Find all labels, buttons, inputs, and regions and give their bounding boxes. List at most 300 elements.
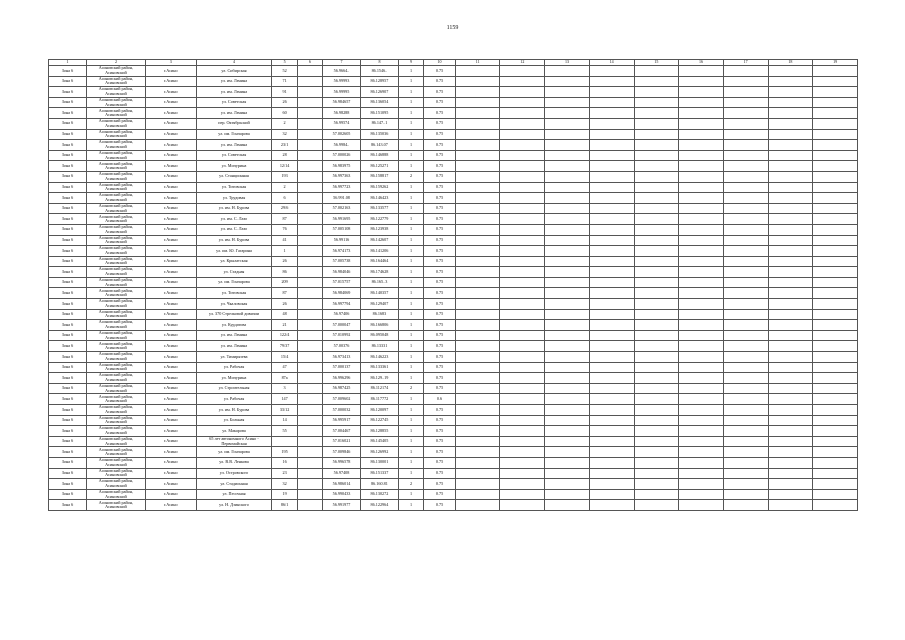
empty-cell: [679, 373, 724, 384]
empty-cell: [500, 299, 545, 310]
count-cell: 1: [398, 161, 423, 172]
latitude-cell: 57.009602: [323, 394, 361, 405]
table-row: [49, 415, 858, 426]
empty-cell: [723, 76, 768, 87]
empty-cell: [634, 288, 679, 299]
empty-cell: [589, 224, 634, 235]
empty-cell: [813, 394, 858, 405]
district-cell: Асиновский район, Асиновский: [86, 394, 145, 405]
count-cell: 1: [398, 415, 423, 426]
table-row: [49, 87, 858, 98]
column-number: 9: [398, 60, 423, 66]
latitude-cell: 57.000026: [323, 150, 361, 161]
longitude-cell: 86.122964: [360, 500, 398, 511]
street-cell: ул. им. Н. Бурова: [196, 203, 272, 214]
longitude-cell: 86.133361: [360, 362, 398, 373]
count-cell: 2: [398, 383, 423, 394]
empty-cell: [455, 330, 500, 341]
latitude-cell: 56.991.08: [323, 193, 361, 204]
empty-cell: [297, 182, 322, 193]
zone-cell: Зона 6: [49, 267, 87, 278]
latitude-cell: 56.98288: [323, 108, 361, 119]
empty-cell: [545, 394, 590, 405]
empty-cell: [297, 330, 322, 341]
empty-cell: [679, 352, 724, 363]
empty-cell: [679, 309, 724, 320]
empty-cell: [813, 108, 858, 119]
empty-cell: [545, 373, 590, 384]
city-cell: г.Асино: [145, 108, 196, 119]
empty-cell: [589, 76, 634, 87]
empty-cell: [768, 500, 813, 511]
empty-cell: [589, 214, 634, 225]
house-cell: 195: [272, 447, 297, 458]
empty-cell: [545, 87, 590, 98]
empty-cell: [297, 87, 322, 98]
volume-cell: 0.75: [424, 362, 456, 373]
empty-cell: [589, 341, 634, 352]
empty-cell: [589, 150, 634, 161]
empty-cell: [768, 436, 813, 447]
empty-cell: [813, 341, 858, 352]
empty-cell: [545, 235, 590, 246]
empty-cell: [634, 352, 679, 363]
empty-cell: [500, 341, 545, 352]
city-cell: г.Асино: [145, 405, 196, 416]
empty-cell: [297, 299, 322, 310]
empty-cell: [297, 479, 322, 490]
empty-cell: [813, 203, 858, 214]
city-cell: г.Асино: [145, 267, 196, 278]
empty-cell: [679, 256, 724, 267]
table-row: [49, 267, 858, 278]
district-cell: Асиновский район, Асиновский: [86, 161, 145, 172]
longitude-cell: 86.147..1: [360, 118, 398, 129]
empty-cell: [679, 457, 724, 468]
count-cell: 1: [398, 108, 423, 119]
count-cell: 1: [398, 320, 423, 331]
longitude-cell: 86.130001: [360, 457, 398, 468]
volume-cell: 0.75: [424, 140, 456, 151]
empty-cell: [500, 193, 545, 204]
empty-cell: [634, 182, 679, 193]
empty-cell: [768, 87, 813, 98]
empty-cell: [768, 161, 813, 172]
house-cell: 193: [272, 171, 297, 182]
empty-cell: [589, 299, 634, 310]
empty-cell: [500, 383, 545, 394]
volume-cell: 0.75: [424, 150, 456, 161]
empty-cell: [455, 182, 500, 193]
latitude-cell: 56.997723: [323, 182, 361, 193]
empty-cell: [768, 299, 813, 310]
table-row: [49, 277, 858, 288]
longitude-cell: 86.129..19: [360, 373, 398, 384]
latitude-cell: 56.986014: [323, 479, 361, 490]
count-cell: 1: [398, 468, 423, 479]
empty-cell: [500, 415, 545, 426]
empty-cell: [679, 214, 724, 225]
street-cell: ул. Мичурина: [196, 161, 272, 172]
empty-cell: [813, 362, 858, 373]
empty-cell: [723, 383, 768, 394]
empty-cell: [768, 394, 813, 405]
empty-cell: [768, 66, 813, 77]
street-cell: ул. Рабочая: [196, 362, 272, 373]
empty-cell: [455, 235, 500, 246]
district-cell: Асиновский район, Асиновский: [86, 309, 145, 320]
house-cell: 12/14: [272, 161, 297, 172]
house-cell: 29/6: [272, 203, 297, 214]
empty-cell: [813, 426, 858, 437]
empty-cell: [813, 76, 858, 87]
street-cell: ул. Островского: [196, 468, 272, 479]
table-row: [49, 235, 858, 246]
column-number: 17: [723, 60, 768, 66]
empty-cell: [813, 277, 858, 288]
city-cell: г.Асино: [145, 161, 196, 172]
empty-cell: [455, 108, 500, 119]
longitude-cell: 86.128855: [360, 426, 398, 437]
empty-cell: [813, 235, 858, 246]
empty-cell: [455, 457, 500, 468]
empty-cell: [813, 214, 858, 225]
count-cell: 1: [398, 267, 423, 278]
empty-cell: [723, 214, 768, 225]
empty-cell: [297, 489, 322, 500]
street-cell: 65 лет автономного Асино - Первомайская: [196, 436, 272, 447]
table-row: [49, 373, 858, 384]
empty-cell: [545, 150, 590, 161]
volume-cell: 0.75: [424, 479, 456, 490]
empty-cell: [589, 193, 634, 204]
empty-cell: [545, 426, 590, 437]
longitude-cell: 86.122745: [360, 415, 398, 426]
empty-cell: [768, 182, 813, 193]
volume-cell: 0.75: [424, 373, 456, 384]
empty-cell: [297, 256, 322, 267]
volume-cell: 0.75: [424, 161, 456, 172]
column-number: 16: [679, 60, 724, 66]
empty-cell: [723, 299, 768, 310]
empty-cell: [545, 182, 590, 193]
empty-cell: [768, 150, 813, 161]
empty-cell: [589, 320, 634, 331]
empty-cell: [500, 66, 545, 77]
empty-cell: [813, 193, 858, 204]
empty-cell: [500, 362, 545, 373]
empty-cell: [634, 309, 679, 320]
empty-cell: [723, 457, 768, 468]
empty-cell: [500, 246, 545, 257]
empty-cell: [500, 394, 545, 405]
empty-cell: [768, 288, 813, 299]
empty-cell: [813, 383, 858, 394]
empty-cell: [455, 447, 500, 458]
empty-cell: [768, 341, 813, 352]
empty-cell: [297, 140, 322, 151]
empty-cell: [297, 405, 322, 416]
empty-cell: [634, 129, 679, 140]
empty-cell: [634, 383, 679, 394]
district-cell: Асиновский район, Асиновский: [86, 330, 145, 341]
empty-cell: [723, 330, 768, 341]
volume-cell: 0.75: [424, 299, 456, 310]
street-cell: ул. Станционная: [196, 171, 272, 182]
zone-cell: Зона 6: [49, 140, 87, 151]
empty-cell: [500, 97, 545, 108]
empty-cell: [455, 97, 500, 108]
empty-cell: [455, 341, 500, 352]
district-cell: Асиновский район, Асиновский: [86, 256, 145, 267]
empty-cell: [500, 118, 545, 129]
empty-cell: [545, 320, 590, 331]
longitude-cell: 86.1683: [360, 309, 398, 320]
empty-cell: [545, 140, 590, 151]
empty-cell: [545, 256, 590, 267]
district-cell: Асиновский район, Асиновский: [86, 468, 145, 479]
street-cell: ул. им. С. Лазо: [196, 214, 272, 225]
zone-cell: Зона 6: [49, 405, 87, 416]
count-cell: 1: [398, 277, 423, 288]
latitude-cell: 56.984069: [323, 288, 361, 299]
volume-cell: 0.75: [424, 171, 456, 182]
empty-cell: [679, 405, 724, 416]
empty-cell: [500, 468, 545, 479]
longitude-cell: 86.143.07: [360, 140, 398, 151]
empty-cell: [545, 118, 590, 129]
empty-cell: [500, 436, 545, 447]
empty-cell: [297, 161, 322, 172]
empty-cell: [589, 87, 634, 98]
house-cell: 6: [272, 193, 297, 204]
empty-cell: [589, 140, 634, 151]
latitude-cell: 56.997794: [323, 299, 361, 310]
city-cell: г.Асино: [145, 235, 196, 246]
zone-cell: Зона 6: [49, 489, 87, 500]
empty-cell: [679, 203, 724, 214]
city-cell: г.Асино: [145, 373, 196, 384]
empty-cell: [589, 415, 634, 426]
empty-cell: [679, 479, 724, 490]
latitude-cell: 57.005108: [323, 224, 361, 235]
house-cell: 26: [272, 97, 297, 108]
empty-cell: [723, 97, 768, 108]
longitude-cell: 86.1546..: [360, 66, 398, 77]
latitude-cell: 56.991977: [323, 500, 361, 511]
empty-cell: [768, 256, 813, 267]
empty-cell: [634, 500, 679, 511]
count-cell: 1: [398, 426, 423, 437]
longitude-cell: 86.141206: [360, 246, 398, 257]
empty-cell: [679, 193, 724, 204]
house-cell: 86/1: [272, 500, 297, 511]
empty-cell: [589, 405, 634, 416]
empty-cell: [297, 415, 322, 426]
empty-cell: [500, 76, 545, 87]
zone-cell: Зона 6: [49, 479, 87, 490]
empty-cell: [768, 330, 813, 341]
city-cell: г.Асино: [145, 457, 196, 468]
table-row: [49, 140, 858, 151]
empty-cell: [545, 447, 590, 458]
empty-cell: [455, 267, 500, 278]
city-cell: г.Асино: [145, 309, 196, 320]
empty-cell: [768, 320, 813, 331]
table-row: [49, 405, 858, 416]
city-cell: г.Асино: [145, 352, 196, 363]
empty-cell: [500, 161, 545, 172]
empty-cell: [813, 447, 858, 458]
empty-cell: [545, 299, 590, 310]
volume-cell: 0.75: [424, 415, 456, 426]
empty-cell: [813, 66, 858, 77]
volume-cell: 0.75: [424, 489, 456, 500]
street-cell: пер. Октябрьский: [196, 118, 272, 129]
column-number: 15: [634, 60, 679, 66]
district-cell: Асиновский район, Асиновский: [86, 479, 145, 490]
volume-cell: 0.75: [424, 320, 456, 331]
empty-cell: [634, 161, 679, 172]
empty-cell: [679, 362, 724, 373]
house-cell: 26: [272, 256, 297, 267]
empty-cell: [589, 118, 634, 129]
longitude-cell: 86.146888: [360, 150, 398, 161]
empty-cell: [500, 140, 545, 151]
latitude-cell: 56.9984..: [323, 140, 361, 151]
street-cell: ул. им. Ленина: [196, 87, 272, 98]
count-cell: 1: [398, 489, 423, 500]
street-cell: ул. Н. Дзинского: [196, 500, 272, 511]
empty-cell: [500, 214, 545, 225]
longitude-cell: 86.146223: [360, 352, 398, 363]
house-cell: 122/4: [272, 330, 297, 341]
empty-cell: [297, 383, 322, 394]
empty-cell: [500, 426, 545, 437]
street-cell: ул. им. Н. Бурова: [196, 235, 272, 246]
district-cell: Асиновский район, Асиновский: [86, 320, 145, 331]
count-cell: 1: [398, 182, 423, 193]
table-row: [49, 436, 858, 447]
latitude-cell: 56.995917: [323, 415, 361, 426]
empty-cell: [768, 489, 813, 500]
empty-cell: [297, 362, 322, 373]
table-row: [49, 97, 858, 108]
count-cell: 1: [398, 309, 423, 320]
district-cell: Асиновский район, Асиновский: [86, 118, 145, 129]
volume-cell: 0.75: [424, 66, 456, 77]
longitude-cell: 86.128957: [360, 76, 398, 87]
longitude-cell: 86.160.81: [360, 479, 398, 490]
empty-cell: [768, 224, 813, 235]
zone-cell: Зона 6: [49, 87, 87, 98]
city-cell: г.Асино: [145, 394, 196, 405]
zone-cell: Зона 6: [49, 171, 87, 182]
empty-cell: [297, 373, 322, 384]
empty-cell: [768, 447, 813, 458]
empty-cell: [723, 436, 768, 447]
empty-cell: [500, 373, 545, 384]
empty-cell: [768, 426, 813, 437]
empty-cell: [297, 118, 322, 129]
latitude-cell: 56.9664..: [323, 66, 361, 77]
empty-cell: [679, 161, 724, 172]
longitude-cell: 86.117772: [360, 394, 398, 405]
city-cell: г.Асино: [145, 330, 196, 341]
empty-cell: [545, 97, 590, 108]
empty-cell: [545, 468, 590, 479]
empty-cell: [768, 457, 813, 468]
zone-cell: Зона 6: [49, 288, 87, 299]
empty-cell: [723, 489, 768, 500]
count-cell: 1: [398, 203, 423, 214]
empty-cell: [634, 66, 679, 77]
longitude-cell: 86.123938: [360, 224, 398, 235]
house-cell: 87а: [272, 373, 297, 384]
volume-cell: 0.75: [424, 447, 456, 458]
empty-cell: [768, 97, 813, 108]
latitude-cell: 57.010992: [323, 330, 361, 341]
empty-cell: [723, 182, 768, 193]
house-cell: 55: [272, 426, 297, 437]
volume-cell: 0.75: [424, 309, 456, 320]
city-cell: г.Асино: [145, 246, 196, 257]
empty-cell: [813, 161, 858, 172]
column-number: 10: [424, 60, 456, 66]
district-cell: Асиновский район, Асиновский: [86, 352, 145, 363]
zone-cell: Зона 6: [49, 66, 87, 77]
latitude-cell: 57.005738: [323, 256, 361, 267]
empty-cell: [679, 415, 724, 426]
house-cell: [272, 436, 297, 447]
empty-cell: [813, 246, 858, 257]
latitude-cell: 56.984046: [323, 267, 361, 278]
table-row: [49, 171, 858, 182]
empty-cell: [768, 203, 813, 214]
data-table: [48, 59, 858, 511]
count-cell: 1: [398, 87, 423, 98]
district-cell: Асиновский район, Асиновский: [86, 500, 145, 511]
house-cell: 87: [272, 214, 297, 225]
city-cell: г.Асино: [145, 129, 196, 140]
table-row: [49, 426, 858, 437]
district-cell: Асиновский район, Асиновский: [86, 362, 145, 373]
zone-cell: Зона 6: [49, 436, 87, 447]
empty-cell: [500, 150, 545, 161]
empty-cell: [589, 394, 634, 405]
empty-cell: [723, 87, 768, 98]
city-cell: г.Асино: [145, 415, 196, 426]
empty-cell: [545, 383, 590, 394]
empty-cell: [455, 224, 500, 235]
empty-cell: [679, 277, 724, 288]
count-cell: 1: [398, 246, 423, 257]
table-row: [49, 150, 858, 161]
empty-cell: [723, 246, 768, 257]
street-cell: ул. им. Ленина: [196, 330, 272, 341]
house-cell: 28: [272, 150, 297, 161]
empty-cell: [813, 373, 858, 384]
empty-cell: [813, 150, 858, 161]
empty-cell: [545, 193, 590, 204]
empty-cell: [634, 362, 679, 373]
longitude-cell: 86.166806: [360, 320, 398, 331]
count-cell: 1: [398, 352, 423, 363]
district-cell: Асиновский район, Асиновский: [86, 436, 145, 447]
empty-cell: [455, 203, 500, 214]
house-cell: 71: [272, 76, 297, 87]
table-row: [49, 320, 858, 331]
